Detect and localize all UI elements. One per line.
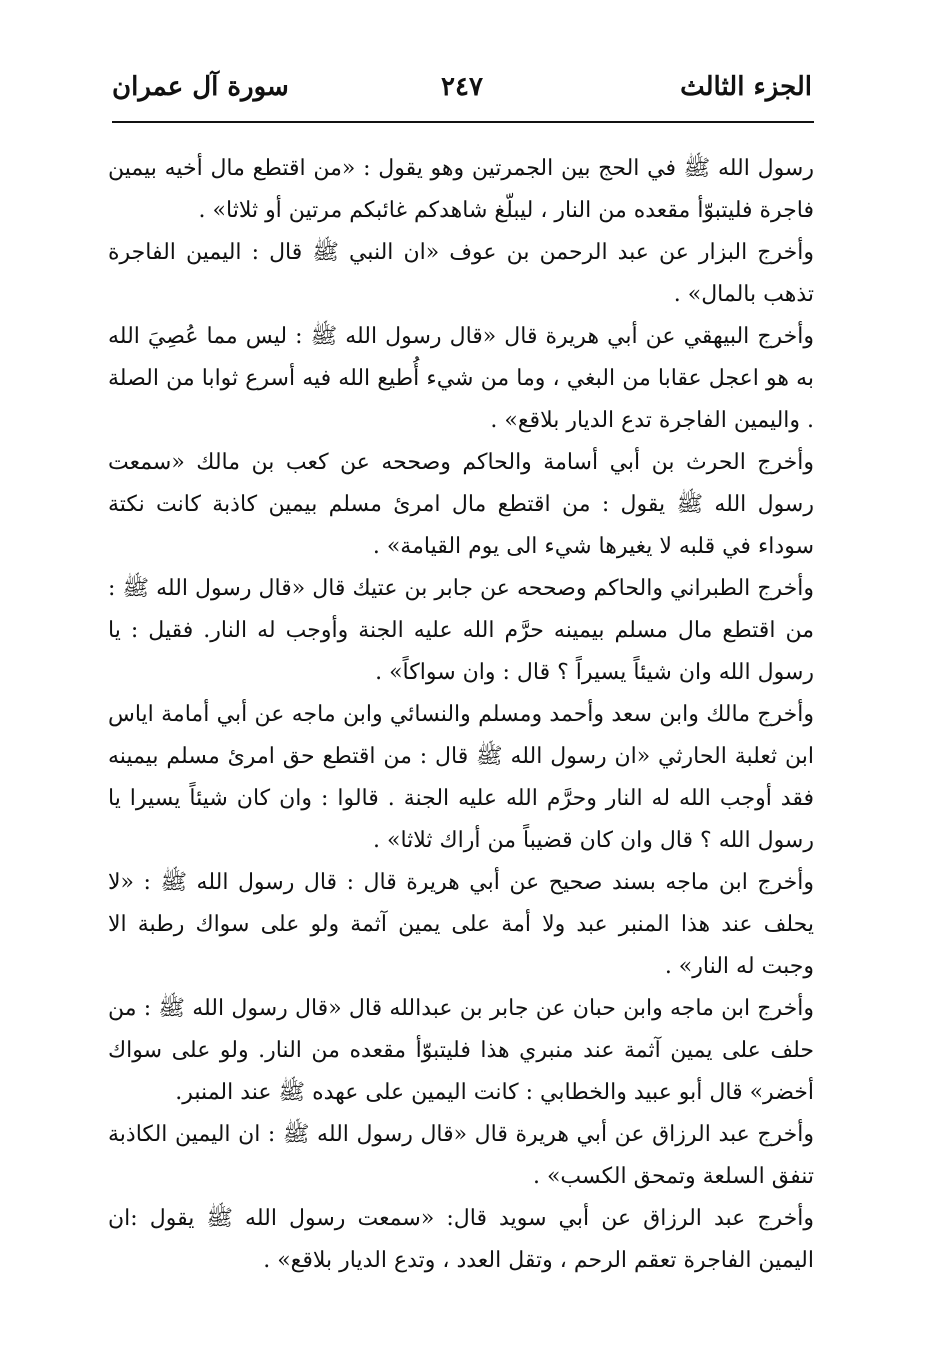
- paragraph-2: وأخرج البزار عن عبد الرحمن بن عوف «ان النبي ﷺ قال : اليمين الفاجرة تذهب بالمال» .: [108, 240, 814, 307]
- running-header: [112, 72, 812, 116]
- paragraph-5: وأخرج الطبراني والحاكم وصححه عن جابر بن عتيك قال «قال رسول الله ﷺ : من اقتطع مال مسلم بيمينه حرَّم الله عليه الجنة وأوجب له النار. فقيل : يا رسول الله وان شيئاً يسيراً ؟ قال : وان سواكاً» .: [108, 576, 814, 685]
- paragraph-7: وأخرج ابن ماجه بسند صحيح عن أبي هريرة قال : قال رسول الله ﷺ : «لا يحلف عند هذا المنبر عبد ولا أمة على يمين آثمة ولو على سواك رطبة الا وجبت له النار» .: [108, 870, 814, 979]
- paragraph-6: وأخرج مالك وابن سعد وأحمد ومسلم والنسائي وابن ماجه عن أبي أمامة اياس ابن ثعلبة الحارثي «ان رسول الله ﷺ قال : من اقتطع حق امرئ مسلم بيمينه فقد أوجب الله له النار وحرَّم الله عليه الجنة . قالوا : وان كان شيئاً يسيرا يا رسول الله ؟ قال وان كان قضيباً من أراك ثلاثا» .: [108, 702, 814, 853]
- paragraph-9: وأخرج عبد الرزاق عن أبي هريرة قال «قال رسول الله ﷺ : ان اليمين الكاذبة تنفق السلعة وتمحق الكسب» .: [108, 1122, 814, 1189]
- page-number: ٢٤٧: [441, 72, 483, 102]
- page-body: [108, 148, 814, 1282]
- paragraph-10: وأخرج عبد الرزاق عن أبي سويد قال: «سمعت رسول الله ﷺ يقول :ان اليمين الفاجرة تعقم الرحم ، وتقل العدد ، وتدع الديار بلاقع» .: [108, 1206, 814, 1273]
- surah-title: سورة آل عمران: [112, 72, 289, 102]
- paragraph-1: رسول الله ﷺ في الحج بين الجمرتين وهو يقول : «من اقتطع مال أخيه بيمين فاجرة فليتبوّأ مقعده من النار ، ليبلّغ شاهدكم غائبكم مرتين أو ثلاثا» .: [108, 156, 814, 223]
- paragraph-8: وأخرج ابن ماجه وابن حبان عن جابر بن عبدالله قال «قال رسول الله ﷺ : من حلف على يمين آثمة عند منبري هذا فليتبوّأ مقعده من النار. ولو على سواك أخضر» قال أبو عبيد والخطابي : كانت اليمين على عهده ﷺ عند المنبر.: [108, 996, 814, 1105]
- header-divider: [112, 121, 814, 123]
- paragraph-3: وأخرج البيهقي عن أبي هريرة قال «قال رسول الله ﷺ : ليس مما عُصِيَ الله به هو اعجل عقابا من البغي ، وما من شيء أُطيع الله فيه أسرع ثوابا من الصلة . واليمين الفاجرة تدع الديار بلاقع» .: [108, 324, 814, 433]
- paragraph-4: وأخرج الحرث بن أبي أسامة والحاكم وصححه عن كعب بن مالك «سمعت رسول الله ﷺ يقول : من اقتطع مال امرئ مسلم بيمين كاذبة كانت نكتة سوداء في قلبه لا يغيرها شيء الى يوم القيامة» .: [108, 450, 814, 559]
- part-title: الجزء الثالث: [680, 72, 812, 102]
